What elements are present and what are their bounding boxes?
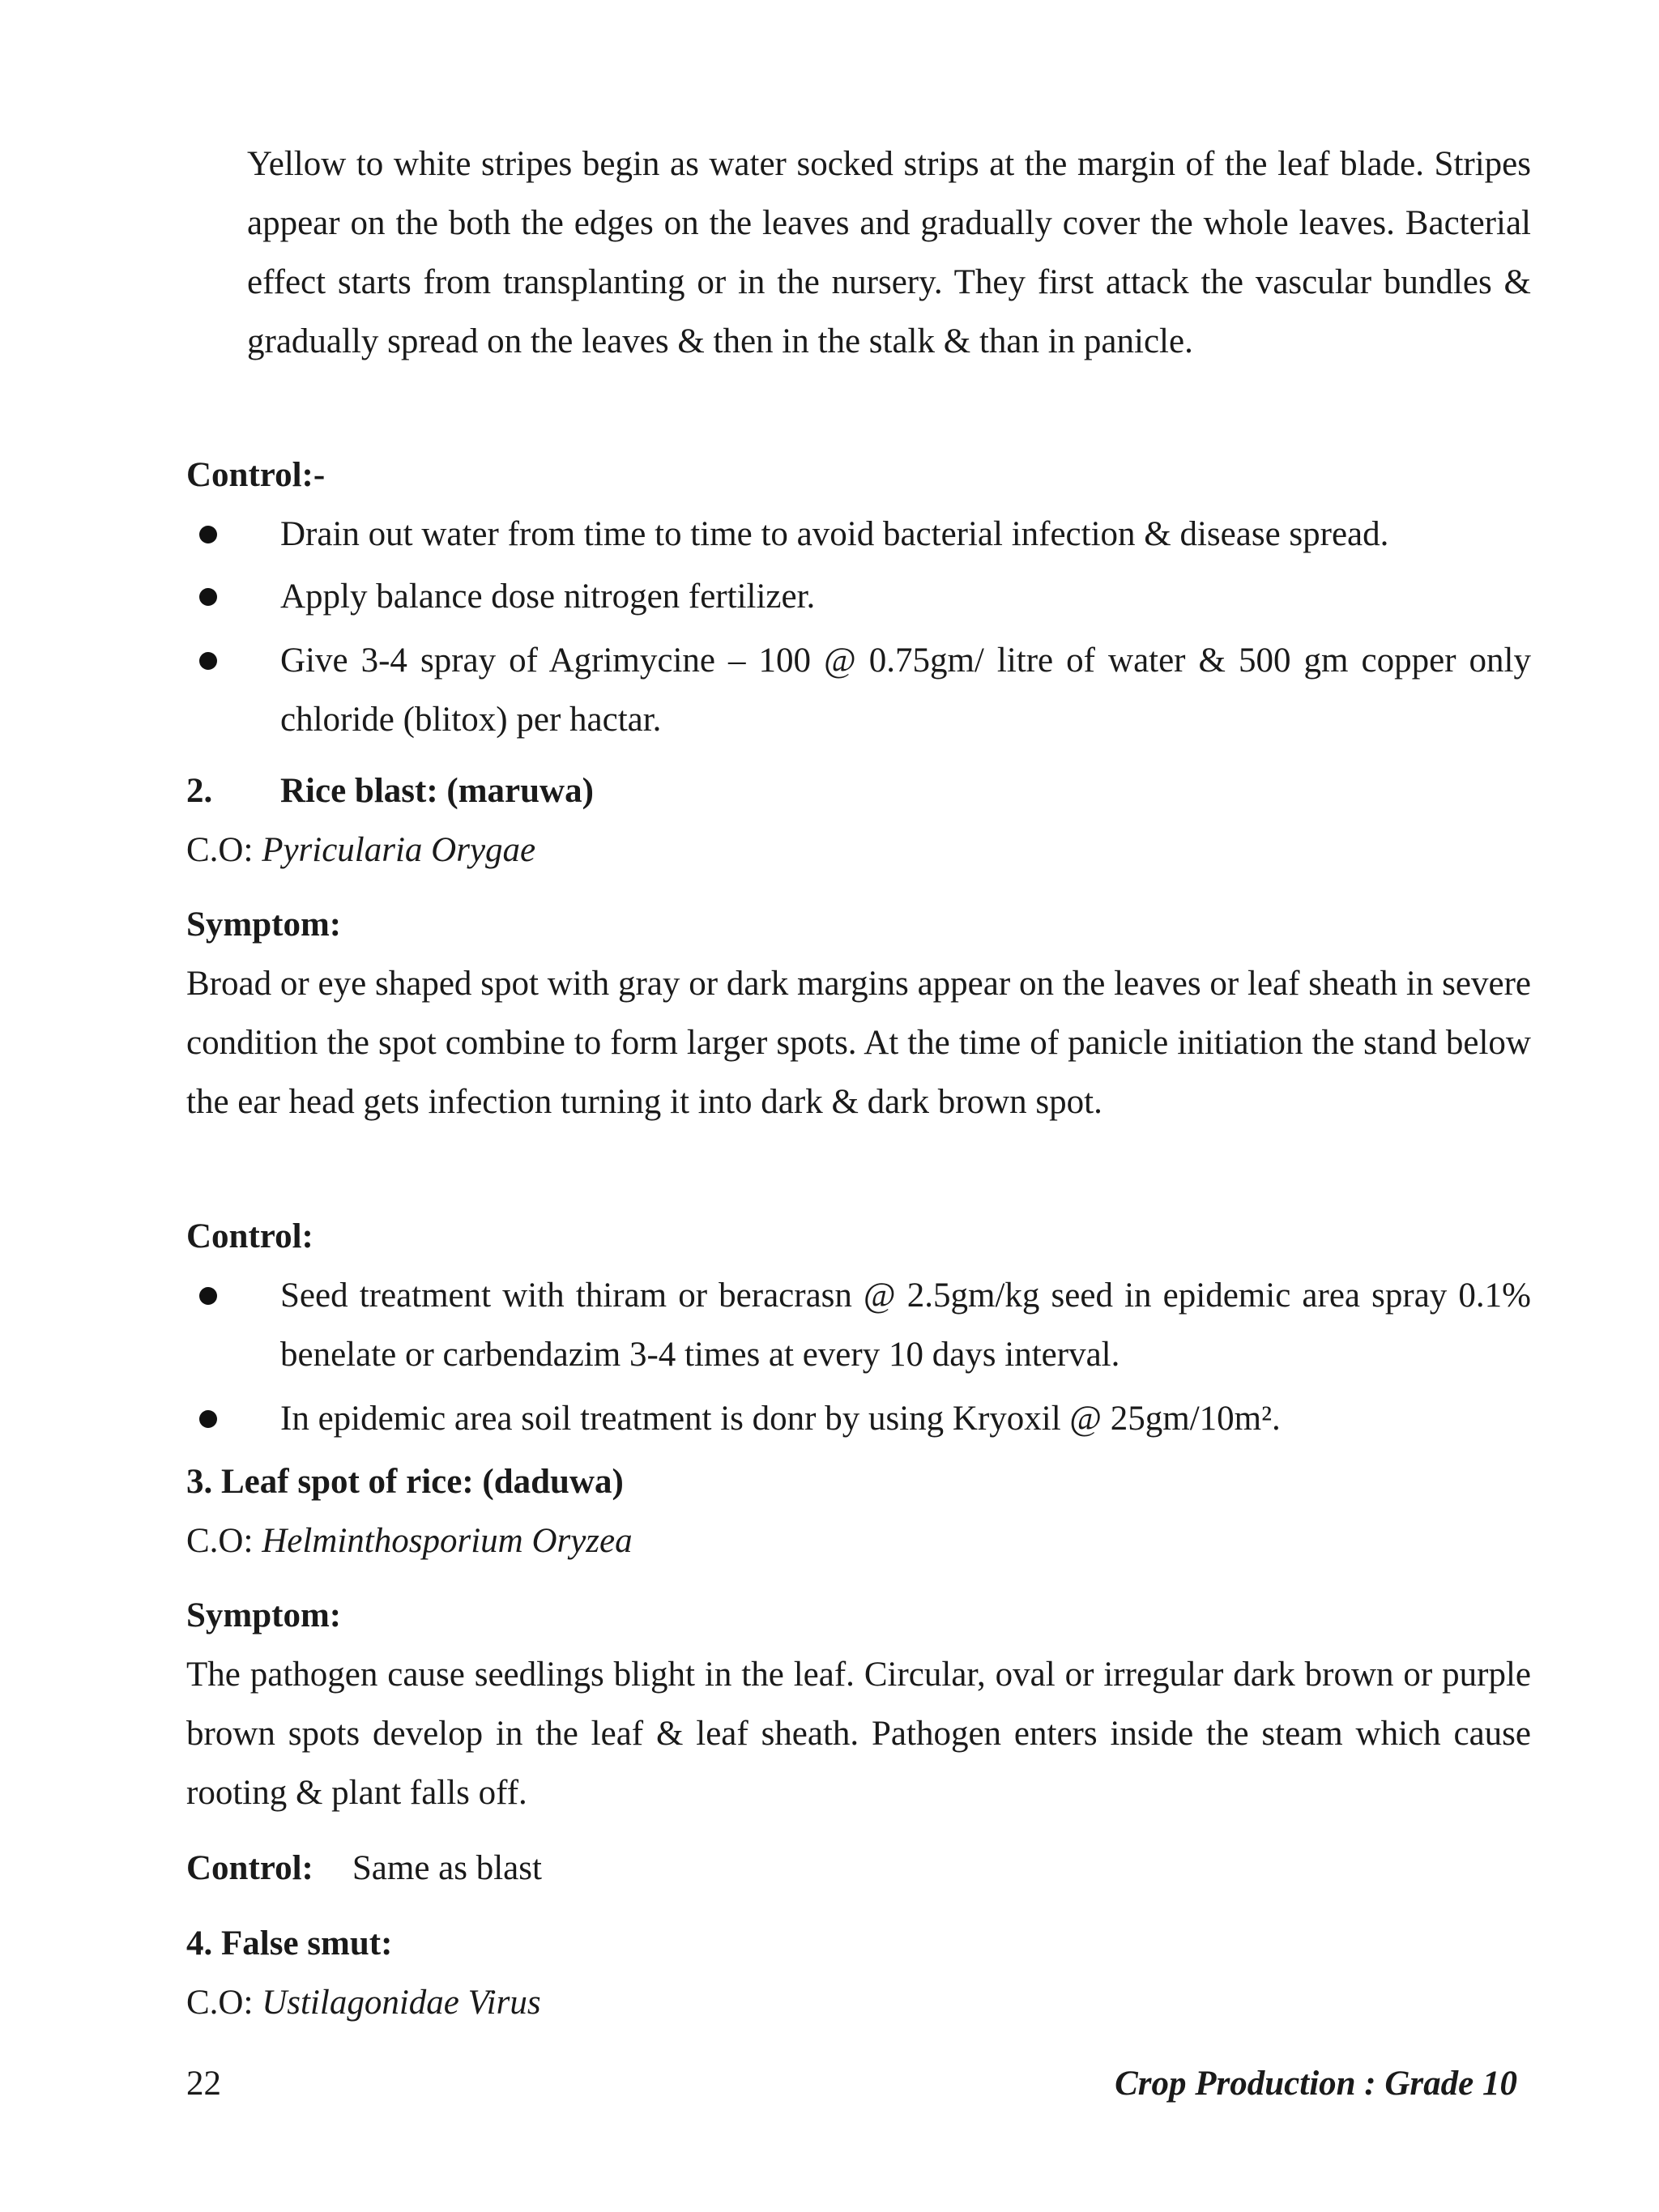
page-number: 22 bbox=[186, 2065, 221, 2103]
section-4-heading: 4. False smut: bbox=[186, 1924, 393, 1963]
bullet-icon bbox=[199, 526, 217, 543]
bullet-icon bbox=[199, 1287, 217, 1305]
control-list-1-item: Drain out water from time to time to avoid bacterial infection & disease spread. bbox=[186, 505, 1531, 564]
section-2-causal-organism: C.O: Pyricularia Orygae bbox=[186, 831, 536, 869]
section-4-causal-organism: C.O: Ustilagonidae Virus bbox=[186, 1984, 541, 2022]
section-2-heading: 2. Rice blast: (maruwa) bbox=[186, 772, 594, 810]
section-2-symptom-text: Broad or eye shaped spot with gray or dark margins appear on the leaves or leaf sheath in severe condition the spot combine to form larger spots. At the time of panicle initiation the stand below the ear head gets infection turning it into dark & dark brown spot. bbox=[186, 965, 1531, 1121]
section-3-causal-organism: C.O: Helminthosporium Oryzea bbox=[186, 1522, 633, 1560]
control-list-1-item: Apply balance dose nitrogen fertilizer. bbox=[186, 567, 1531, 626]
section-3-heading: 3. Leaf spot of rice: (daduwa) bbox=[186, 1463, 624, 1501]
book-title: Crop Production : Grade 10 bbox=[1115, 2065, 1517, 2103]
section-3-control: Control: Same as blast bbox=[186, 1849, 542, 1887]
section-2-control-heading: Control: bbox=[186, 1217, 313, 1255]
bullet-icon bbox=[199, 1410, 217, 1428]
section-2-control-item: Seed treatment with thiram or beracrasn @ 2.5gm/kg seed in epidemic area spray 0.1% benelate or carbendazim 3-4 times at every 10 days interval. bbox=[186, 1266, 1531, 1384]
bullet-icon bbox=[199, 588, 217, 606]
section-3-symptom-heading: Symptom: bbox=[186, 1596, 342, 1634]
section-3-symptom-text: The pathogen cause seedlings blight in the leaf. Circular, oval or irregular dark brown or purple brown spots develop in the leaf & leaf sheath. Pathogen enters inside the steam which cause rooting & plant falls off. bbox=[186, 1656, 1531, 1812]
control-list-1 bbox=[186, 505, 1531, 749]
intro-paragraph: Yellow to white stripes begin as water socked strips at the margin of the leaf blade. Stripes appear on the both the edges on the leaves and gradually cover the whole leaves. Bacterial effect starts from transplanting or in the nursery. They first attack the vascular bundles & gradually spread on the leaves & then in the stalk & than in panicle. bbox=[247, 145, 1531, 360]
control-list-1-item: Give 3-4 spray of Agrimycine – 100 @ 0.75gm/ litre of water & 500 gm copper only chloride (blitox) per hactar. bbox=[186, 631, 1531, 749]
section-2-symptom-heading: Symptom: bbox=[186, 906, 342, 944]
section-2-control-list bbox=[186, 1266, 1531, 1448]
section-2-control-item: In epidemic area soil treatment is donr by using Kryoxil @ 25gm/10m². bbox=[186, 1389, 1531, 1448]
bullet-icon bbox=[199, 652, 217, 670]
control-heading-1: Control:- bbox=[186, 456, 326, 494]
